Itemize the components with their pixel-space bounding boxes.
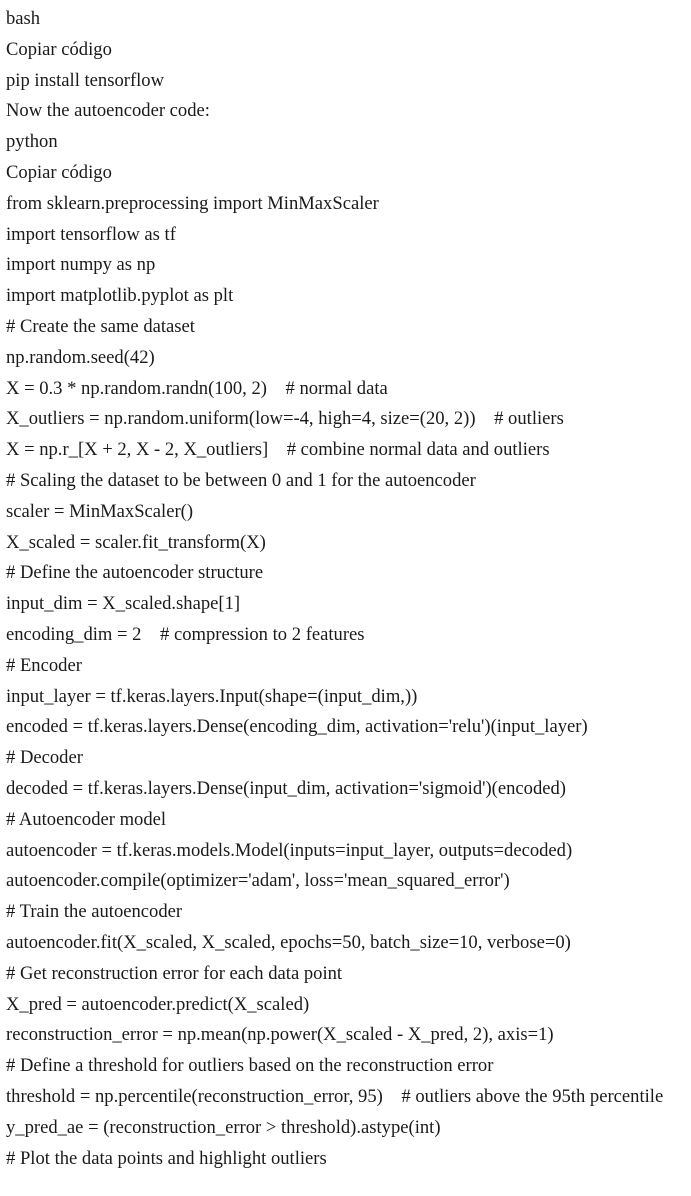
code-line: import matplotlib.pyplot as plt (6, 285, 234, 307)
document-text (6, 4, 691, 1174)
text-line: Copiar código (6, 161, 112, 183)
code-line: autoencoder.compile(optimizer='adam', loss='mean_squared_error') (6, 870, 510, 892)
code-line: X = np.r_[X + 2, X - 2, X_outliers] # combine normal data and outliers (6, 439, 550, 461)
code-line: from sklearn.preprocessing import MinMaxScaler (6, 192, 379, 214)
code-line: autoencoder.fit(X_scaled, X_scaled, epochs=50, batch_size=10, verbose=0) (6, 931, 571, 953)
code-line: encoded = tf.keras.layers.Dense(encoding_dim, activation='relu')(input_layer) (6, 716, 588, 738)
code-comment: # Define a threshold for outliers based on the reconstruction error (6, 1055, 494, 1077)
code-comment: # Create the same dataset (6, 315, 195, 337)
code-comment: # Get reconstruction error for each data point (6, 962, 343, 984)
code-comment: # Define the autoencoder structure (6, 562, 264, 584)
text-line: Copiar código (6, 38, 112, 60)
text-line: bash (6, 8, 41, 29)
code-line: X_outliers = np.random.uniform(low=-4, high=4, size=(20, 2)) # outliers (6, 408, 564, 430)
code-comment: # Autoencoder model (6, 808, 167, 830)
code-line: X = 0.3 * np.random.randn(100, 2) # normal data (6, 377, 388, 399)
code-line: y_pred_ae = (reconstruction_error > threshold).astype(int) (6, 1116, 441, 1138)
code-comment: # Encoder (6, 654, 82, 676)
code-line: X_pred = autoencoder.predict(X_scaled) (6, 993, 310, 1015)
code-comment: # Plot the data points and highlight outliers (6, 1147, 327, 1169)
code-comment: # Decoder (6, 747, 83, 769)
code-line: X_scaled = scaler.fit_transform(X) (6, 531, 266, 553)
code-comment: # Train the autoencoder (6, 901, 183, 923)
text-line: pip install tensorflow (6, 69, 165, 91)
code-line: autoencoder = tf.keras.models.Model(inputs=input_layer, outputs=decoded) (6, 839, 573, 861)
code-line: scaler = MinMaxScaler() (6, 500, 194, 522)
code-line: reconstruction_error = np.mean(np.power(X_scaled - X_pred, 2), axis=1) (6, 1024, 554, 1046)
code-line: decoded = tf.keras.layers.Dense(input_dim, activation='sigmoid')(encoded) (6, 777, 567, 799)
code-line: input_dim = X_scaled.shape[1] (6, 593, 241, 615)
code-line: input_layer = tf.keras.layers.Input(shape=(input_dim,)) (6, 685, 418, 707)
text-line: python (6, 131, 58, 153)
code-line: import numpy as np (6, 254, 156, 276)
code-comment: # Scaling the dataset to be between 0 and 1 for the autoencoder (6, 469, 476, 491)
code-line: encoding_dim = 2 # compression to 2 features (6, 623, 365, 645)
code-line: np.random.seed(42) (6, 346, 155, 368)
text-line: Now the autoencoder code: (6, 100, 210, 122)
code-line: threshold = np.percentile(reconstruction_error, 95) # outliers above the 95th percentile (6, 1085, 664, 1107)
code-line: import tensorflow as tf (6, 223, 176, 245)
